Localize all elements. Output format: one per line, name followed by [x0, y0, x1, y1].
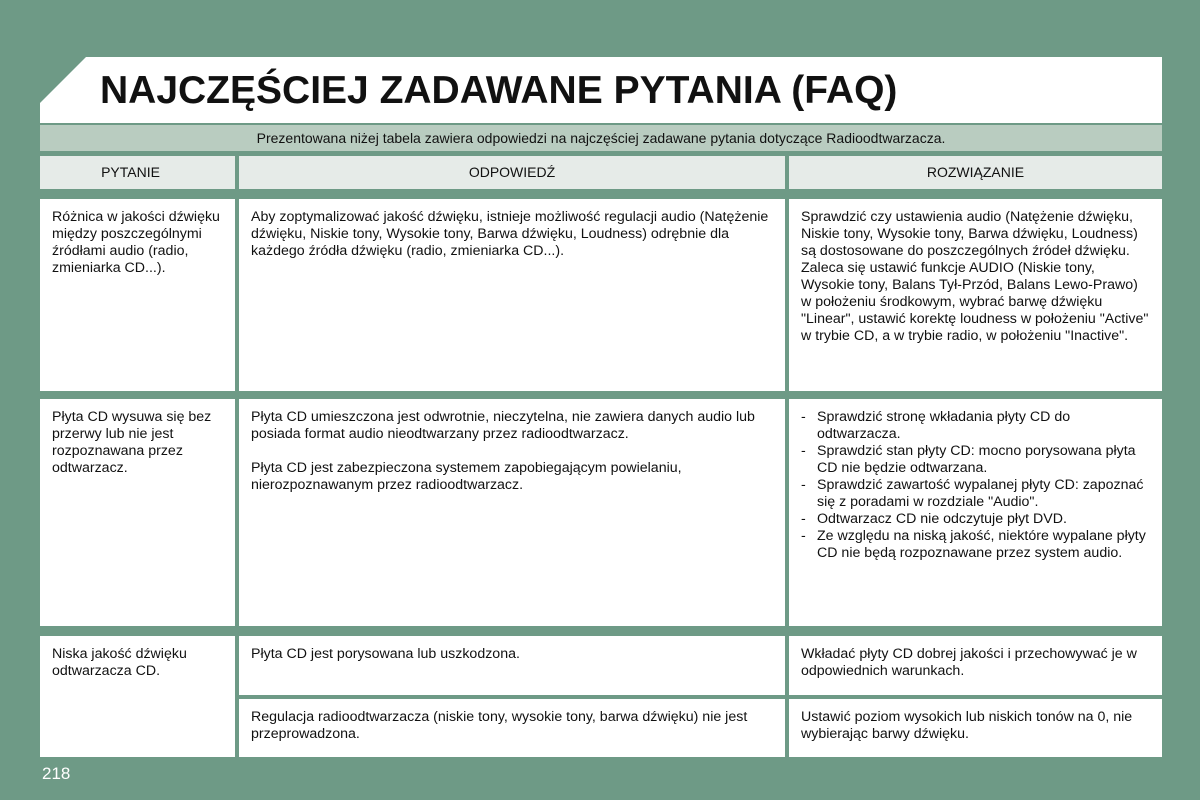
list-item: - Odtwarzacz CD nie odczytuje płyt DVD. — [801, 511, 1152, 528]
row1-answer-text: Aby zoptymalizować jakość dźwięku, istnieje możliwość regulacji audio (Natężenie dźwięku, Niskie tony, Wysokie tony, Barwa dźwięku, Loudness) odrębnie dla każdego źródła dźwięku (radio, zmieniarka CD...). — [251, 209, 769, 259]
list-item: - Sprawdzić stronę wkładania płyty CD do odtwarzacza. — [801, 409, 1152, 443]
row3-answer-text-1: Płyta CD jest porysowana lub uszkodzona. — [251, 646, 520, 662]
row2-answer-text-2: Płyta CD jest zabezpieczona systemem zapobiegającym powielaniu, nierozpoznawanym przez radioodtwarzacz. — [251, 460, 682, 493]
row2-solution — [789, 399, 1162, 626]
list-item: - Ze względu na niską jakość, niektóre wypalane płyty CD nie będą rozpoznawane przez system audio. — [801, 528, 1152, 562]
intro-text: Prezentowana niżej tabela zawiera odpowiedzi na najczęściej zadawane pytania dotyczące Radioodtwarzacza. — [40, 125, 1162, 151]
row2-answer-text-1: Płyta CD umieszczona jest odwrotnie, nieczytelna, nie zawiera danych audio lub posiada format audio nieodtwarzany przez radioodtwarzacz. — [251, 409, 755, 442]
row2-solution-list — [801, 409, 1152, 562]
row1-question-text: Różnica w jakości dźwięku między poszczególnymi źródłami audio (radio, zmieniarka CD...). — [52, 209, 220, 276]
row3-solution-2 — [789, 699, 1162, 757]
row2-question-text: Płyta CD wysuwa się bez przerwy lub nie jest rozpoznawana przez odtwarzacz. — [52, 409, 212, 476]
row3-answer-text-2: Regulacja radioodtwarzacza (niskie tony, wysokie tony, barwa dźwięku) nie jest przeprowadzona. — [251, 709, 748, 742]
row1-answer — [239, 199, 785, 391]
list-item: - Sprawdzić stan płyty CD: mocno porysowana płyta CD nie będzie odtwarzana. — [801, 443, 1152, 477]
row3-answer-2 — [239, 699, 785, 757]
header-solution: ROZWIĄZANIE — [789, 156, 1162, 189]
row3-solution-text-1: Wkładać płyty CD dobrej jakości i przechowywać je w odpowiednich warunkach. — [801, 646, 1137, 679]
row3-question-text: Niska jakość dźwięku odtwarzacza CD. — [52, 646, 187, 679]
row3-solution-text-2: Ustawić poziom wysokich lub niskich tonów na 0, nie wybierając barwy dźwięku. — [801, 709, 1133, 742]
row1-question — [40, 199, 235, 391]
header-question: PYTANIE — [40, 156, 235, 189]
row3-question — [40, 636, 235, 757]
row1-solution — [789, 199, 1162, 391]
row3-solution-1 — [789, 636, 1162, 695]
row3-answer-1 — [239, 636, 785, 695]
header-answer: ODPOWIEDŹ — [239, 156, 785, 189]
row2-answer — [239, 399, 785, 626]
page-number: 218 — [42, 764, 71, 783]
list-item: - Sprawdzić zawartość wypalanej płyty CD: zapoznać się z poradami w rozdziale "Audio". — [801, 477, 1152, 511]
row1-solution-text: Sprawdzić czy ustawienia audio (Natężenie dźwięku, Niskie tony, Wysokie tony, Barwa dźwięku, Loudness) są dostosowane do poszczególnych źródeł dźwięku. Zaleca się ustawić funkcje AUDIO (Niskie tony, Wysokie tony, Balans Tył-Przód, Balans Lewo-Prawo) w położeniu środkowym, wybrać barwę dźwięku "Linear", ustawić korektę loudness w położeniu "Active" w trybie CD, a w trybie radio, w położeniu "Inactive". — [801, 209, 1149, 344]
row2-question — [40, 399, 235, 626]
page-title: NAJCZĘŚCIEJ ZADAWANE PYTANIA (FAQ) — [100, 69, 898, 112]
